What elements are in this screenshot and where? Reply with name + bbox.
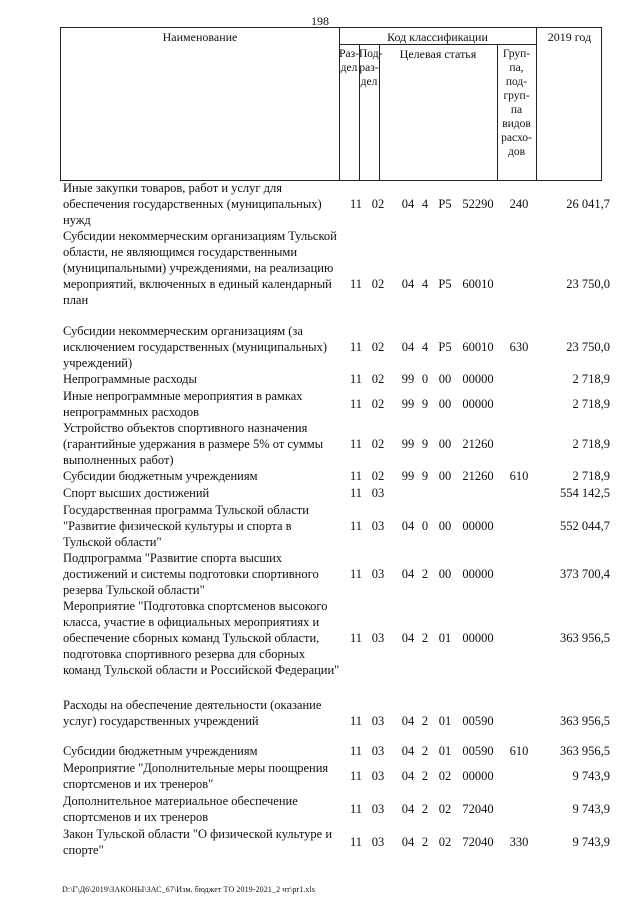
row-name: Субсидии некоммерческим организациям (за исключением государственных (муниципальных) учреждений) [63,324,327,370]
row-code-c: 02 [438,802,452,816]
row-amount: 363 956,5 [560,744,610,758]
row-code-r: 11 [349,835,363,849]
header-name: Наименование [162,30,238,44]
row-amount: 363 956,5 [560,714,610,728]
row-name: Мероприятие "Подготовка спортсменов высокого класса, участие в официальных мероприятиях и обеспечение сборных команд Тульской области, подготовка спортивного резерва для сборных команд Тульской области и Российской Федерации" [63,599,340,677]
row-code-b: 2 [421,714,429,728]
row-code-c: 00 [438,469,452,483]
row-amount: 2 718,9 [572,437,610,451]
row-code-b: 9 [421,397,429,411]
row-code-a: 04 [401,769,415,783]
row-amount: 554 142,5 [560,486,610,500]
row-code-g: 630 [509,340,529,354]
row-code-c: 00 [438,372,452,386]
header-target: Целевая статья [399,47,477,61]
row-code-b: 2 [421,744,429,758]
row-code-a: 99 [401,397,415,411]
row-code-d: 52290 [462,197,494,211]
row-name: Расходы на обеспечение деятельности (оказание услуг) государственных учреждений [63,698,322,728]
row-code-r: 11 [349,397,363,411]
row-code-g: 240 [509,197,529,211]
row-code-d: 00000 [462,397,494,411]
row-name: Устройство объектов спортивного назначения (гарантийные удержания в размере 5% от суммы выполненных работ) [63,421,324,467]
row-amount: 552 044,7 [560,519,610,533]
row-code-r: 11 [349,197,363,211]
row-name: Дополнительное материальное обеспечение спортсменов и их тренеров [63,794,298,824]
row-code-d: 00590 [462,744,494,758]
row-code-pr: 03 [371,486,385,500]
header-divider [536,28,537,180]
row-code-c: 02 [438,835,452,849]
row-amount: 9 743,9 [572,802,610,816]
row-name: Субсидии некоммерческим организациям Тульской области, не являющимся государственными (муниципальными) учреждениями, на реализацию мероприятий, включенных в единый календарный план [63,229,337,307]
header-razdel: Раз- дел [339,48,359,74]
table-header [60,27,602,181]
row-code-pr: 02 [371,397,385,411]
row-code-d: 21260 [462,469,494,483]
row-name: Непрограммные расходы [63,372,197,386]
row-code-c: 00 [438,567,452,581]
row-code-r: 11 [349,469,363,483]
header-year: 2019 год [547,30,592,44]
row-code-pr: 02 [371,277,385,291]
row-name: Субсидии бюджетным учреждениям [63,744,258,758]
row-code-pr: 03 [371,714,385,728]
row-code-g: 610 [509,744,529,758]
row-code-c: 00 [438,397,452,411]
row-code-r: 11 [349,277,363,291]
header-divider [339,44,536,45]
row-code-g: 610 [509,469,529,483]
row-code-b: 9 [421,469,429,483]
header-divider [379,44,380,180]
row-code-r: 11 [349,519,363,533]
row-code-d: 72040 [462,802,494,816]
row-code-r: 11 [349,486,363,500]
row-amount: 363 956,5 [560,631,610,645]
row-code-r: 11 [349,567,363,581]
row-code-c: P5 [438,340,452,354]
row-code-c: P5 [438,277,452,291]
row-code-c: 02 [438,769,452,783]
row-code-d: 60010 [462,277,494,291]
row-code-c: 00 [438,519,452,533]
row-code-d: 60010 [462,340,494,354]
row-code-d: 00000 [462,631,494,645]
row-code-b: 4 [421,277,429,291]
row-code-b: 0 [421,519,429,533]
row-code-b: 4 [421,340,429,354]
row-code-a: 04 [401,802,415,816]
row-code-a: 04 [401,744,415,758]
row-amount: 9 743,9 [572,835,610,849]
row-code-r: 11 [349,714,363,728]
row-code-b: 2 [421,769,429,783]
row-name: Закон Тульской области "О физической культуре и спорте" [63,827,333,857]
row-amount: 26 041,7 [566,197,610,211]
row-code-d: 00000 [462,372,494,386]
row-code-d: 00000 [462,519,494,533]
file-path: D:\Г\Д6\2019\ЗАКОНЫ\ЗАС_67\Изм. бюджет ТО 2019-2021_2 чт\pr1.xls [62,885,316,894]
row-code-d: 00590 [462,714,494,728]
row-code-g: 330 [509,835,529,849]
row-code-b: 2 [421,802,429,816]
row-code-r: 11 [349,769,363,783]
row-code-a: 99 [401,469,415,483]
row-code-a: 04 [401,197,415,211]
page-number: 198 [311,14,329,28]
row-code-a: 04 [401,631,415,645]
row-code-pr: 02 [371,372,385,386]
row-code-pr: 03 [371,769,385,783]
row-code-r: 11 [349,744,363,758]
row-code-r: 11 [349,340,363,354]
row-code-r: 11 [349,631,363,645]
row-code-pr: 03 [371,835,385,849]
row-code-b: 9 [421,437,429,451]
row-amount: 2 718,9 [572,397,610,411]
row-code-a: 04 [401,835,415,849]
row-code-a: 99 [401,372,415,386]
row-name: Подпрограмма "Развитие спорта высших достижений и системы подготовки спортивного резерва Тульской области" [63,551,319,597]
row-code-pr: 02 [371,340,385,354]
row-name: Государственная программа Тульской области "Развитие физической культуры и спорта в Тульской области" [63,503,309,549]
row-code-d: 00000 [462,567,494,581]
row-amount: 2 718,9 [572,372,610,386]
row-code-pr: 03 [371,744,385,758]
row-code-c: P5 [438,197,452,211]
header-code: Код классификации [387,30,488,44]
row-amount: 2 718,9 [572,469,610,483]
row-code-c: 01 [438,714,452,728]
row-code-pr: 02 [371,469,385,483]
row-name: Иные закупки товаров, работ и услуг для обеспечения государственных (муниципальных) нужд [63,181,322,227]
row-name: Субсидии бюджетным учреждениям [63,469,258,483]
row-code-b: 4 [421,197,429,211]
row-code-b: 0 [421,372,429,386]
row-code-pr: 02 [371,197,385,211]
row-amount: 23 750,0 [566,340,610,354]
row-code-a: 99 [401,437,415,451]
row-code-d: 00000 [462,769,494,783]
row-code-pr: 02 [371,437,385,451]
row-code-pr: 03 [371,631,385,645]
row-code-pr: 03 [371,567,385,581]
row-amount: 23 750,0 [566,277,610,291]
row-code-r: 11 [349,437,363,451]
row-code-d: 72040 [462,835,494,849]
row-code-c: 00 [438,437,452,451]
row-code-a: 04 [401,340,415,354]
row-code-a: 04 [401,567,415,581]
header-podrazdel: Под- раз- дел [359,48,383,88]
row-code-a: 04 [401,714,415,728]
row-code-d: 21260 [462,437,494,451]
row-amount: 373 700,4 [560,567,610,581]
row-code-b: 2 [421,567,429,581]
row-code-a: 04 [401,519,415,533]
row-code-c: 01 [438,631,452,645]
row-name: Спорт высших достижений [63,486,210,500]
row-code-r: 11 [349,372,363,386]
row-code-r: 11 [349,802,363,816]
row-name: Иные непрограммные мероприятия в рамках непрограммных расходов [63,389,303,419]
header-group: Груп- па, под- груп- па видов расхо- дов [501,48,532,158]
row-amount: 9 743,9 [572,769,610,783]
row-code-b: 2 [421,631,429,645]
row-code-c: 01 [438,744,452,758]
row-code-pr: 03 [371,802,385,816]
row-code-pr: 03 [371,519,385,533]
row-code-b: 2 [421,835,429,849]
row-name: Мероприятие "Дополнительные меры поощрения спортсменов и их тренеров" [63,761,329,791]
row-code-a: 04 [401,277,415,291]
